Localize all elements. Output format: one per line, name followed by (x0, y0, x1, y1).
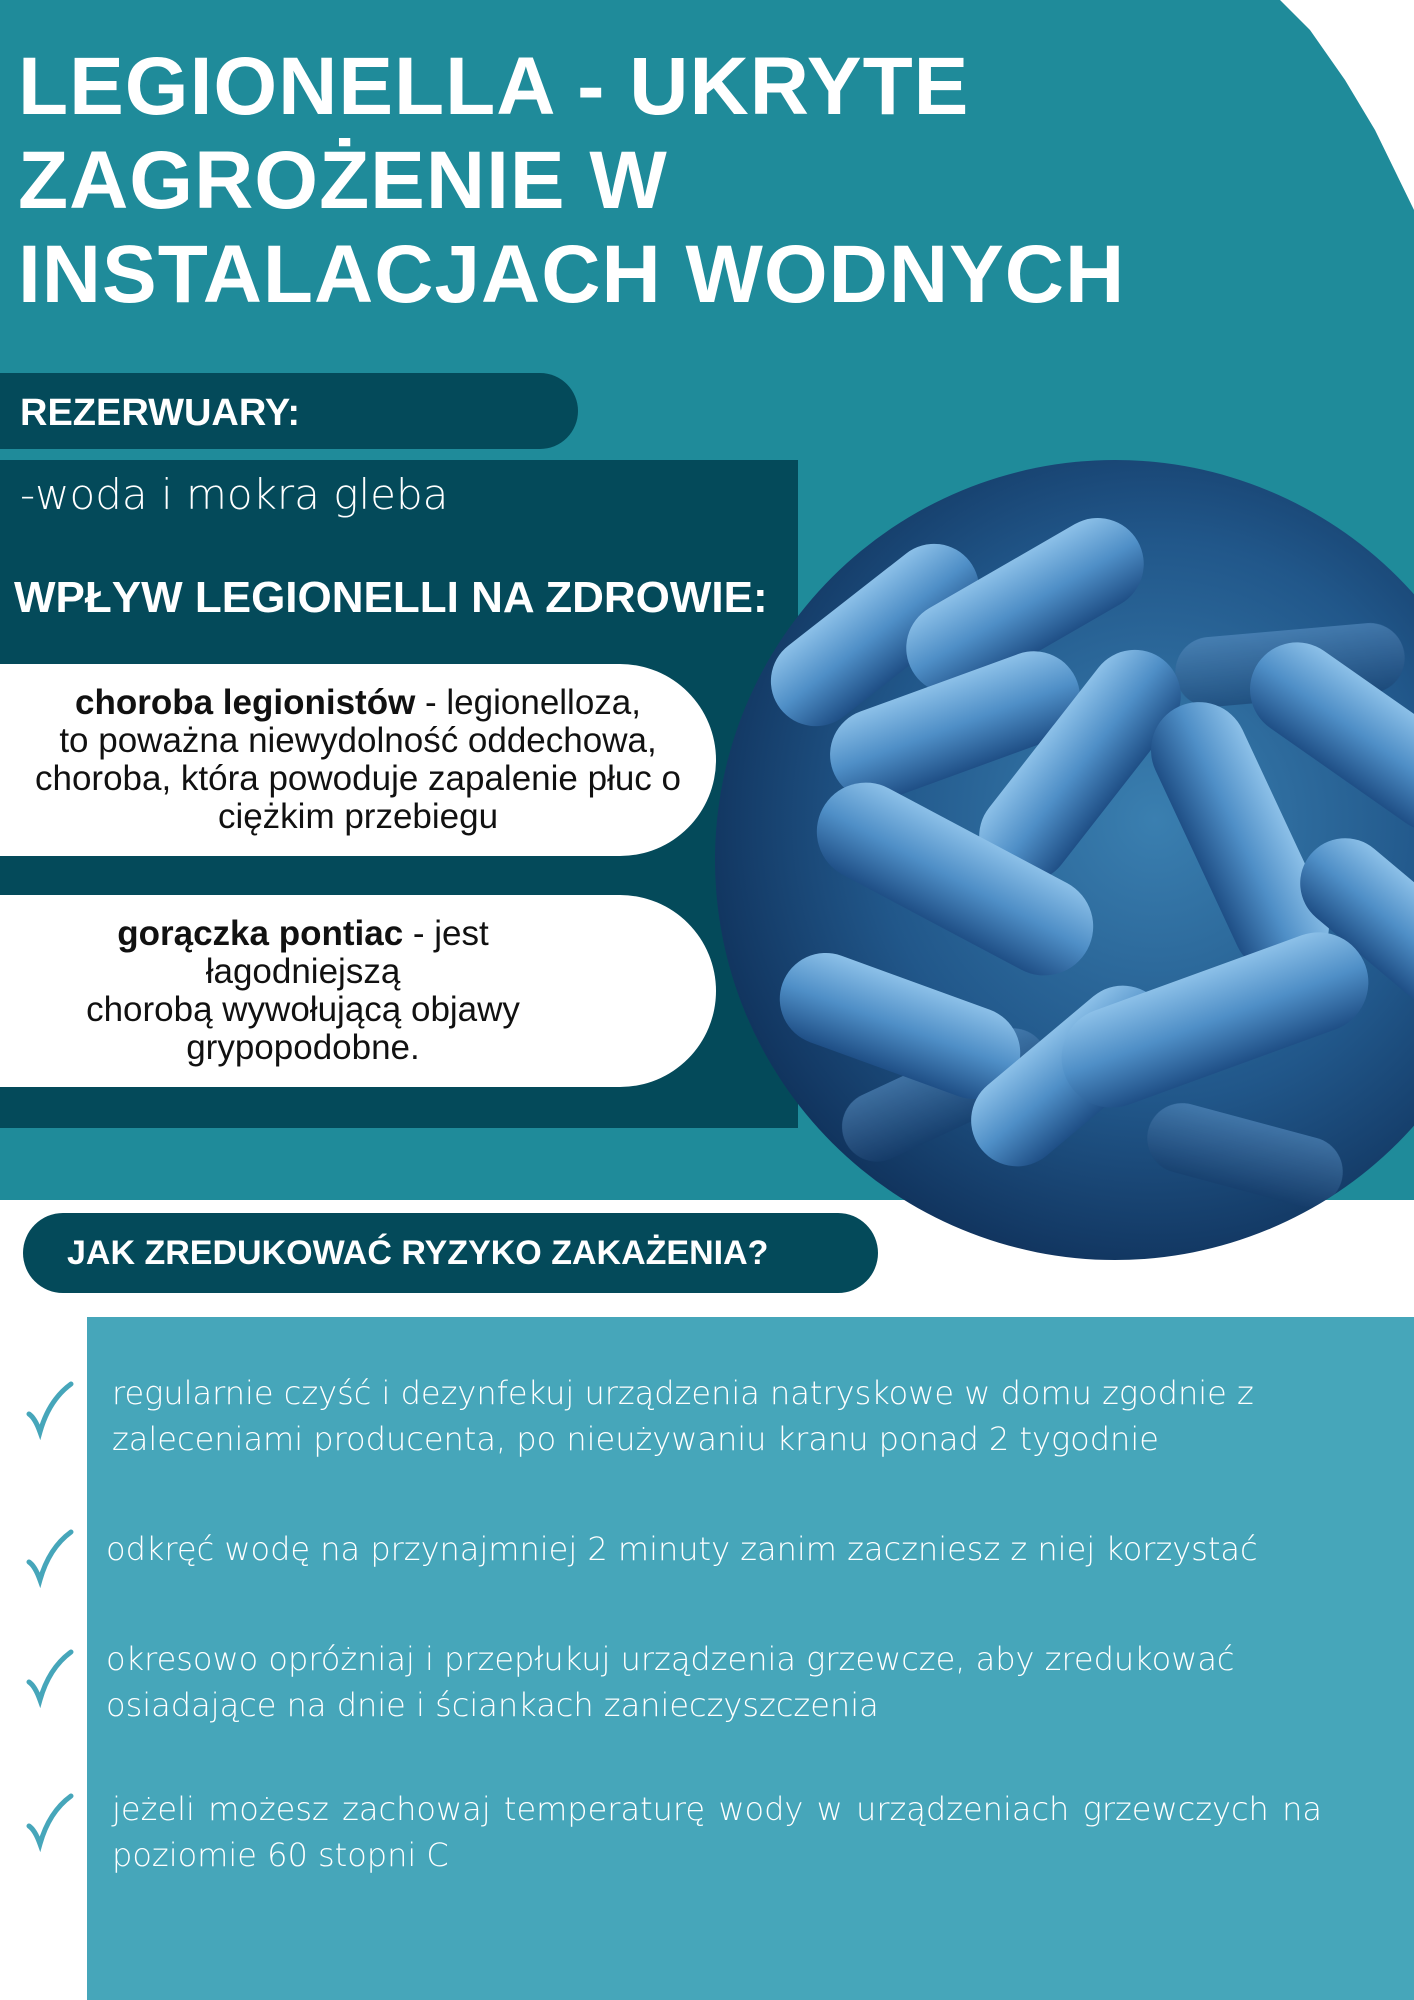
tip-item: jeżeli możesz zachowaj temperaturę wody w urządzeniach grzewczych na poziomie 60 stopni C (112, 1790, 1322, 1874)
reservoirs-heading: REZERWUARY: (20, 392, 301, 434)
disease-name: choroba legionistów (75, 683, 416, 722)
check-icon (25, 1792, 75, 1852)
reservoirs-heading-pill (0, 373, 578, 449)
disease-name: gorączka pontiac (117, 914, 404, 953)
check-icon (25, 1380, 75, 1440)
disease-card-legionnaires (0, 664, 716, 856)
health-heading: WPŁYW LEGIONELLI NA ZDROWIE: (14, 573, 768, 622)
check-icon (25, 1648, 75, 1708)
disease-desc-first: - jest łagodniejszą (205, 914, 489, 991)
title-line-1: LEGIONELLA - UKRYTE (18, 41, 970, 132)
tip-item: okresowo opróżniaj i przepłukuj urządzenia grzewcze, aby zredukować osiadające na dnie i ściankach zanieczyszczenia (106, 1640, 1235, 1724)
disease-desc: to poważna niewydolność oddechowa, choroba, która powoduje zapalenie płuc o ciężkim przebiegu (35, 721, 681, 836)
title-line-3: INSTALACJACH WODNYCH (18, 229, 1126, 320)
risk-heading-pill (23, 1213, 878, 1293)
page-title (18, 40, 1125, 322)
check-icon (25, 1528, 75, 1588)
disease-desc: chorobą wywołującą objawy grypopodobne. (86, 990, 520, 1067)
tip-item: odkręć wodę na przynajmniej 2 minuty zanim zaczniesz z niej korzystać (106, 1530, 1258, 1568)
disease-card-pontiac (0, 895, 716, 1087)
risk-heading: JAK ZREDUKOWAĆ RYZYKO ZAKAŻENIA? (67, 1234, 769, 1272)
tip-item: regularnie czyść i dezynfekuj urządzenia natryskowe w domu zgodnie z zaleceniami producenta, po nieużywaniu kranu ponad 2 tygodnie (112, 1374, 1254, 1458)
title-line-2: ZAGROŻENIE W (18, 135, 668, 226)
disease-desc-first: - legionelloza, (415, 683, 641, 722)
reservoirs-text: -woda i mokra gleba (20, 470, 449, 519)
